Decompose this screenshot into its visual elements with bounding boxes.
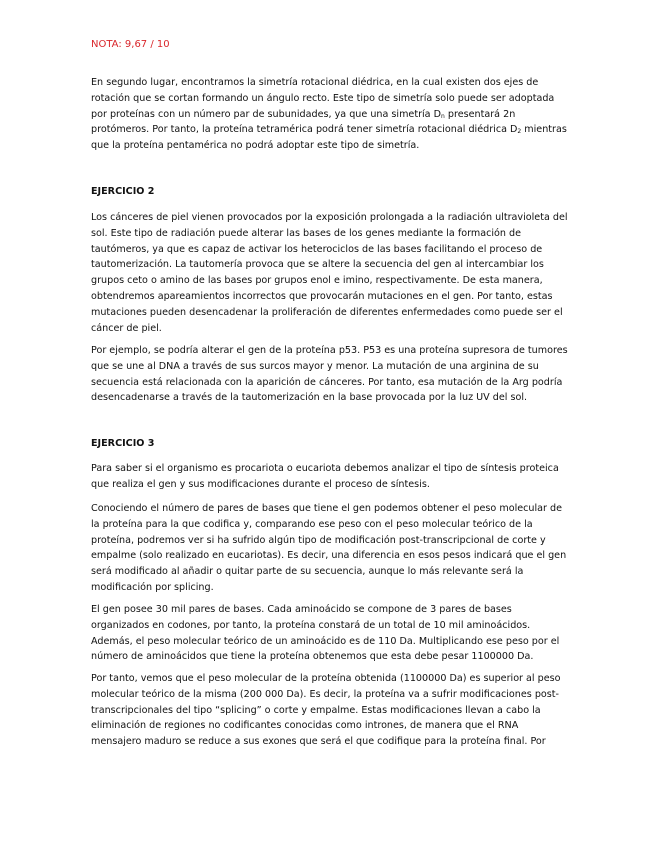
grade-note: NOTA: 9,67 / 10 — [91, 39, 170, 50]
subscript-2: 2 — [517, 128, 522, 136]
heading-exercise-3: EJERCICIO 3 — [91, 438, 155, 449]
paragraph-base-pairs: Conociendo el número de pares de bases que tiene el gen podemos obtener el peso molecular de la proteína para la que codifica y, comparando ese peso con el peso molecular teórico de la proteína, podremos ver si ha sufrido algún tipo de modificación post-transcripcional de corte y empalme (solo realizado en eucariotas). Es decir, una diferencia en esos pesos indicará que el gen será modificado al añadir o quitar parte de su secuencia, aunque lo más relevante será la modificación por splicing. — [91, 503, 567, 593]
paragraph-text: En segundo lugar, encontramos la simetría rotacional diédrica, en la cual existen dos ejes de rotación que se cortan formando un ángulo recto. Este tipo de simetría solo puede ser adoptada por proteínas con un número par de subunidades, ya que una simetría D — [91, 77, 555, 120]
subscript-n: n — [441, 112, 445, 120]
paragraph-skin-cancer: Los cánceres de piel vienen provocados por la exposición prolongada a la radiación ultravioleta del sol. Este tipo de radiación puede alterar las bases de los genes mediante la formación de tautómeros, ya que es capaz de activar los heterociclos de las bases facilitando el proceso de tautomerización. La tautomería provoca que se altere la secuencia del gen al intercambiar los grupos ceto o amino de las bases por grupos enol e imino, respectivamente. De esta manera, obtendremos apareamientos incorrectos que provocarán mutaciones en el gen. Por tanto, estas mutaciones pueden desencadenar la proliferación de diferentes enfermedades como puede ser el cáncer de piel. — [91, 212, 568, 334]
paragraph-gene-size: El gen posee 30 mil pares de bases. Cada aminoácido se compone de 3 pares de bases organizados en codones, por tanto, la proteína constará de un total de 10 mil aminoácidos. Además, el peso molecular teórico de un aminoácido es de 110 Da. Multiplicando ese peso por el número de aminoácidos que tiene la proteína obtenemos que esta debe pesar 1100000 Da. — [91, 604, 560, 663]
paragraph-dihedral-symmetry — [91, 75, 569, 154]
paragraph-text: mientras que la proteína pentamérica no podrá adoptar este tipo de simetría. — [91, 124, 567, 152]
paragraph-splicing: Por tanto, vemos que el peso molecular de la proteína obtenida (1100000 Da) es superior al peso molecular teórico de la misma (200 000 Da). Es decir, la proteína va a sufrir modificaciones post-transcripcionales del tipo “splicing” o corte y empalme. Estas modificaciones llevan a cabo la eliminación de regiones no codificantes conocidas como intrones, de manera que el RNA mensajero maduro se reduce a sus exones que será el que codifique para la proteína final. Por — [91, 673, 561, 748]
heading-exercise-2: EJERCICIO 2 — [91, 186, 155, 197]
paragraph-p53: Por ejemplo, se podría alterar el gen de la proteína p53. P53 es una proteína supresora de tumores que se une al DNA a través de sus surcos mayor y menor. La mutación de una arginina de su secuencia está relacionada con la aparición de cánceres. Por tanto, esa mutación de la Arg podría desencadenarse a través de la tautomerización en la base provocada por la luz UV del sol. — [91, 345, 568, 404]
paragraph-prokaryote-eukaryote: Para saber si el organismo es procariota o eucariota debemos analizar el tipo de síntesis proteica que realiza el gen y sus modificaciones durante el proceso de síntesis. — [91, 463, 559, 490]
paragraph-text: presentará 2n protómeros. Por tanto, la proteína tetramérica podrá tener simetría rotacional diédrica D — [91, 108, 518, 136]
